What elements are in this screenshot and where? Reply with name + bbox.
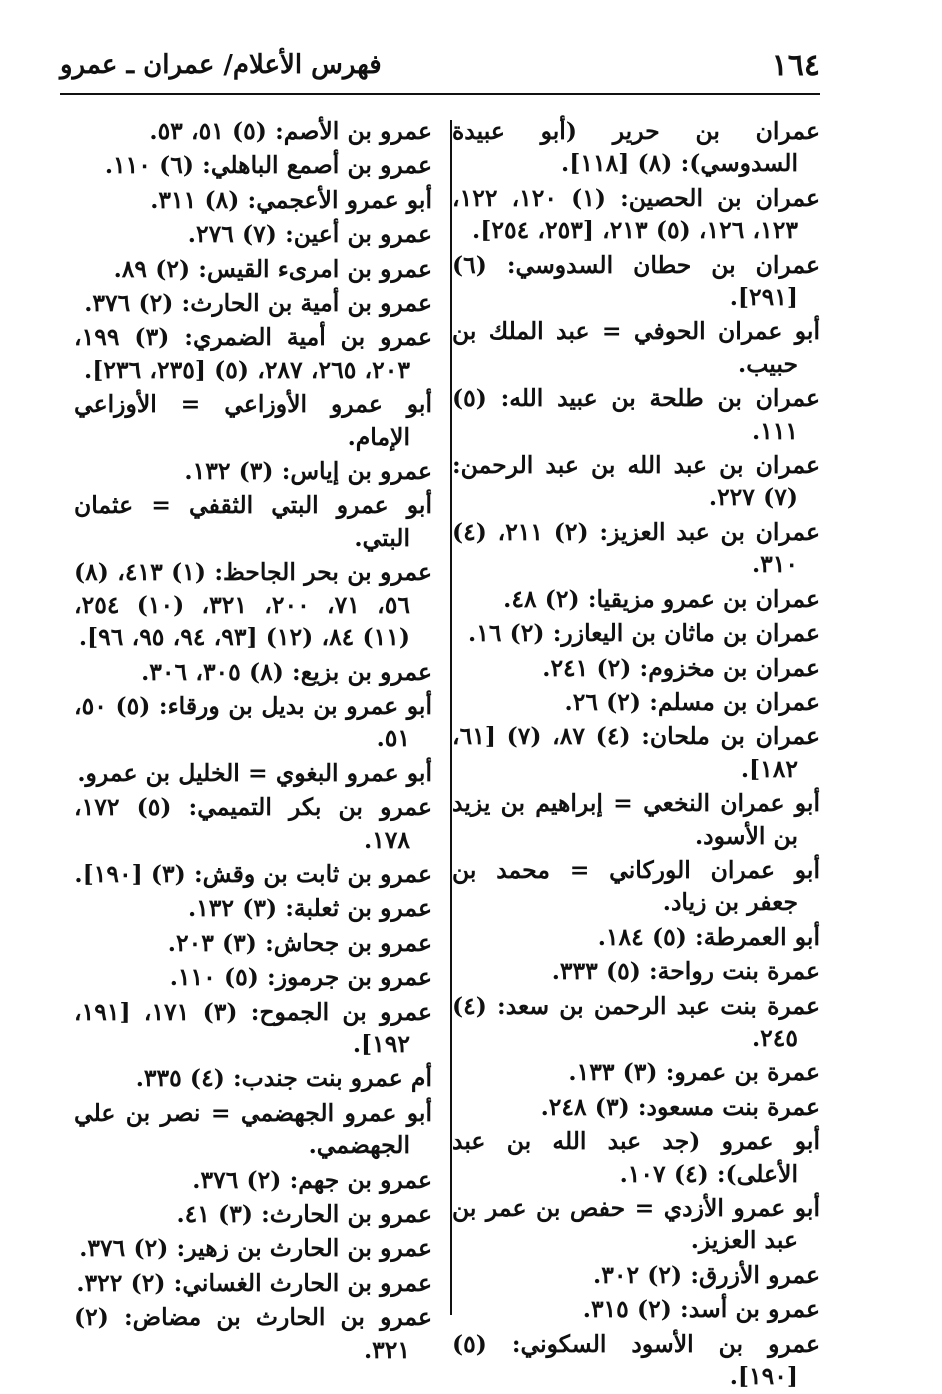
- index-entry: عمرو بن إياس: (٣) ١٣٢.: [184, 457, 432, 486]
- index-entry: عمرو بن الأصم: (٥) ٥١، ٥٣.: [149, 117, 432, 145]
- index-entry: عمرو بن الحارث: (٣) ٤١.: [176, 1200, 432, 1228]
- index-entry: أبو عمرو بن بديل بن ورقاء: (٥) ٥٠، ٥١.: [74, 691, 432, 753]
- index-entry: عمران بن حطان السدوسي: (٦) [٢٩١].: [452, 250, 820, 312]
- index-entry: أبو عمرو الأعجمي: (٨) ٣١١.: [150, 185, 432, 214]
- index-entry: أبو عمران الحوفي = عبد الملك بن حبيب.: [452, 317, 820, 378]
- index-entry: عمرة بنت رواحة: (٥) ٣٣٣.: [551, 957, 820, 986]
- index-entry: عمران بن ماثان بن اليعازر: (٢) ١٦.: [468, 619, 820, 648]
- page-header: [60, 40, 820, 95]
- index-entry: عمران بن طلحة بن عبيد الله: (٥) ١١١.: [452, 384, 820, 445]
- index-entry: عمرو بن بحر الجاحظ: (١) ٤١٣، (٨) ٥٦، ٧١، ٢٠٠، ٣٢١، (١٠) ٢٥٤، (١١) ٨٤، (١٢) [٩٣، ٩٤، ٩٥، ٩٦].: [74, 558, 432, 652]
- index-entry: أبو عمرو البتي الثقفي = عثمان البتي.: [74, 491, 432, 552]
- index-entry: أبو العمرطة: (٥) ١٨٤.: [597, 922, 820, 951]
- index-entry: عمرة بنت عبد الرحمن بن سعد: (٤) ٢٤٥.: [452, 991, 820, 1052]
- index-entry: عمرو بن ثعلبة: (٣) ١٣٢.: [187, 894, 432, 923]
- index-entry: عمرو بن أمية بن الحارث: (٢) ٣٧٦.: [84, 289, 432, 318]
- index-entry: عمرو بن امرىء القيس: (٢) ٨٩.: [113, 254, 432, 283]
- index-entry: عمرو بن جرموز: (٥) ١١٠.: [169, 963, 432, 992]
- index-entry: عمرو بن أصمع الباهلي: (٦) ١١٠.: [104, 151, 432, 180]
- index-entry: عمرو بن الأسود السكوني: (٥) [١٩٠].: [452, 1329, 820, 1391]
- index-entry: عمران بن عمرو مزيقيا: (٢) ٤٨.: [503, 584, 820, 613]
- index-entry: أم عمرو بنت جندب: (٤) ٣٣٥.: [135, 1064, 432, 1093]
- page-number: ١٦٤: [771, 48, 820, 83]
- index-entry: عمرو الأزرق: (٢) ٣٠٢.: [593, 1260, 820, 1289]
- index-entry: عمرو بن الحارث بن زهير: (٢) ٣٧٦.: [79, 1234, 432, 1263]
- index-entry: عمرة بن عمرو: (٣) ١٣٣.: [568, 1058, 820, 1087]
- index-entry: أبو عمرو الجهضمي = نصر بن علي الجهضمي.: [74, 1098, 432, 1160]
- index-entry: عمرة بنت مسعود: (٣) ٢٤٨.: [540, 1092, 820, 1121]
- index-entry: أبو عمرو (جد عبد الله بن عبد الأعلى): (٤) ١٠٧.: [452, 1127, 820, 1188]
- index-entry: أبو عمرو الأوزاعي = الأوزاعي الإمام.: [74, 390, 432, 451]
- index-entry: عمران بن مخزوم: (٢) ٢٤١.: [542, 653, 820, 682]
- index-entry: أبو عمرو البغوي = الخليل بن عمرو.: [77, 758, 432, 787]
- index-entry: عمرو بن ثابت بن وقش: (٣) [١٩٠].: [74, 859, 432, 888]
- index-entry: عمرو بن الحارث بن مضاض: (٢) ٣٢١.: [74, 1303, 432, 1364]
- index-entry: أبو عمران الوركاني = محمد بن جعفر بن زياد.: [452, 855, 820, 917]
- index-entry: عمرو بن بزيع: (٨) ٣٠٥، ٣٠٦.: [141, 657, 432, 686]
- index-entry: عمرو بن الحارث الغساني: (٢) ٣٢٢.: [76, 1268, 432, 1297]
- index-entry: عمرو بن بكر التميمي: (٥) ١٧٢، ١٧٨.: [74, 793, 432, 854]
- index-entry: عمران بن الحصين: (١) ١٢٠، ١٢٢، ١٢٣، ١٢٦، (٥) ٢١٣، [٢٥٣، ٢٥٤].: [452, 183, 820, 245]
- index-entry: أبو عمران النخعي = إبراهيم بن يزيد بن الأسود.: [452, 789, 820, 850]
- index-entry: عمران بن عبد العزيز: (٢) ٢١١، (٤) ٣١٠.: [452, 517, 820, 579]
- index-entry: عمران بن حرير (أبو عبيدة السدوسي): (٨) [١١٨].: [452, 117, 820, 178]
- index-column-right: [452, 115, 820, 1394]
- index-column-left: [74, 115, 432, 1368]
- index-entry: عمرو بن جحاش: (٣) ٢٠٣.: [167, 928, 432, 957]
- index-entry: أبو عمرو الأزدي = حفص بن عمر بن عبد العزيز.: [452, 1194, 820, 1255]
- index-entry: عمران بن مسلم: (٢) ٢٦.: [564, 687, 820, 716]
- index-entry: عمران بن عبد الله بن عبد الرحمن: (٧) ٢٢٧.: [452, 451, 820, 512]
- running-title: فهرس الأعلام/ عمران ـ عمرو: [60, 50, 382, 80]
- index-entry: عمرو بن أعين: (٧) ٢٧٦.: [187, 220, 432, 249]
- index-entry: عمرو بن أمية الضمري: (٣) ١٩٩، ٢٠٣، ٢٦٥، ٢٨٧، (٥) [٢٣٥، ٢٣٦].: [74, 323, 432, 384]
- index-entry: عمران بن ملحان: (٤) ٨٧، (٧) [٦١، ١٨٢].: [452, 722, 820, 783]
- index-entry: عمرو بن جهم: (٢) ٣٧٦.: [192, 1165, 432, 1194]
- index-entry: عمرو بن الجموح: (٣) ١٧١، [١٩١، ١٩٢].: [74, 997, 432, 1058]
- column-divider: [450, 120, 452, 1315]
- index-entry: عمرو بن أسد: (٢) ٣١٥.: [582, 1295, 820, 1324]
- header-rule: [60, 93, 820, 95]
